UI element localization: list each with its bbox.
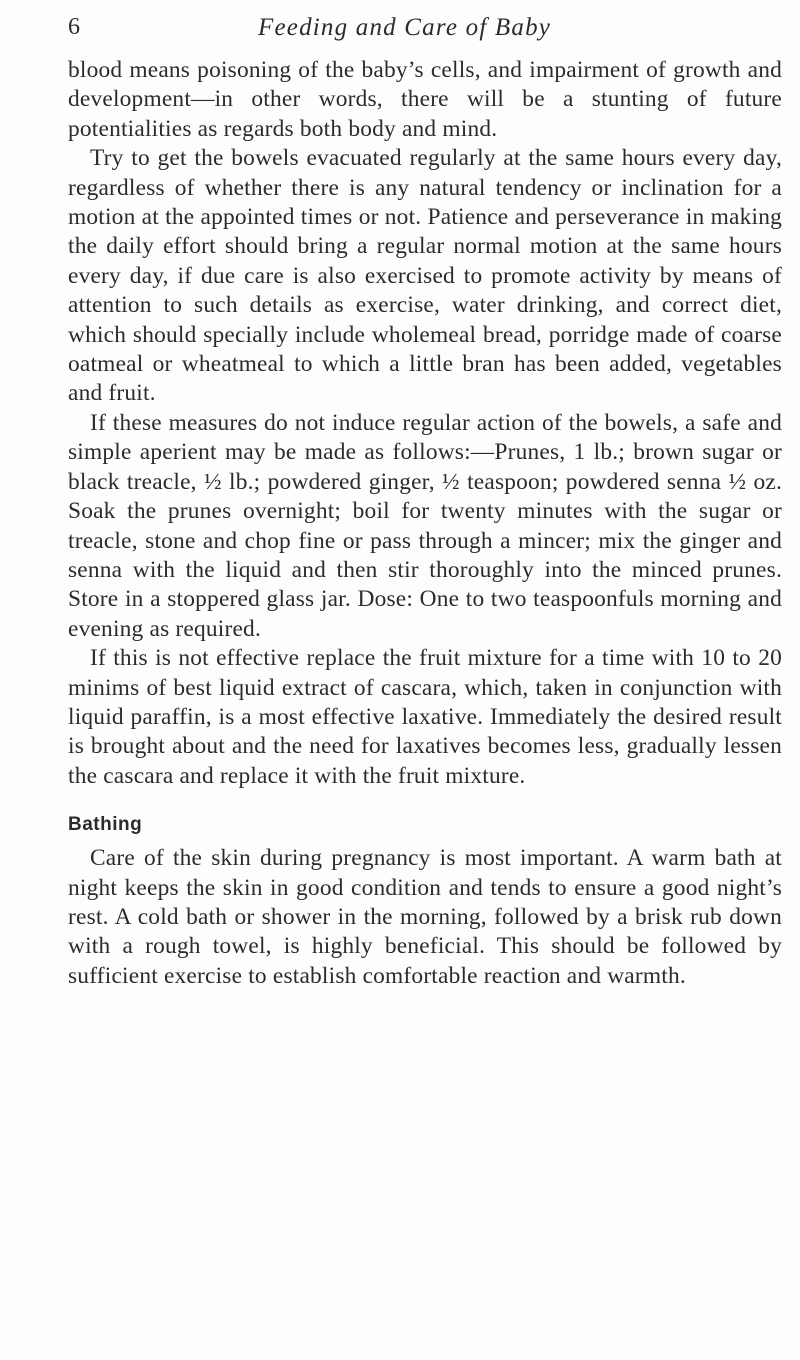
paragraph-bathing: Care of the skin during pregnancy is most important. A warm bath at night keeps the skin in good condition and tends to ensure a good night’s rest. A cold bath or shower in the morning, followed by a brisk rub down with a rough towel, is highly beneficial. This should be followed by sufficient exercise to establish comfortable reaction and warmth. xyxy=(68,845,782,989)
section-heading-bathing: Bathing xyxy=(68,814,143,836)
paragraph-blood-poisoning: blood means poisoning of the baby’s cells, and impairment of growth and development—in other words, there will be a stunting of future potentialities as regards both body and mind. xyxy=(68,57,782,142)
paragraph-bowel-regularity: Try to get the bowels evacuated regularly at the same hours every day, regardless of whether there is any natural tendency or inclination for a motion at the appointed times or not. Patience and perseverance in making the daily effort should bring a regular normal motion at the same hours every day, if due care is also exercised to promote activity by means of attention to such details as exercise, water drinking, and correct diet, which should specially include wholemeal bread, porridge made of coarse oatmeal or wheatmeal to which a little bran has been added, vegetables and fruit. xyxy=(68,145,782,407)
page-body xyxy=(68,56,782,991)
paragraph-cascara: If this is not effective replace the fruit mixture for a time with 10 to 20 minims of best liquid extract of cascara, which, taken in conjunction with liquid paraffin, is a most effective laxative. Immediately the desired result is brought about and the need for laxatives becomes less, gradually lessen the cascara and replace it with the fruit mixture. xyxy=(68,645,782,789)
paragraph-aperient-recipe: If these measures do not induce regular action of the bowels, a safe and simple aperient may be made as follows:—Prunes, 1 lb.; brown sugar or black treacle, ½ lb.; powdered ginger, ½ teaspoon; powdered senna ½ oz. Soak the prunes overnight; boil for twenty minutes with the sugar or treacle, stone and chop fine or pass through a mincer; mix the ginger and senna with the liquid and then stir thoroughly into the minced prunes. Store in a stoppered glass jar. Dose: One to two teaspoonfuls morning and evening as required. xyxy=(68,409,782,642)
page-number: 6 xyxy=(68,14,80,40)
running-title: Feeding and Care of Baby xyxy=(258,14,552,41)
page-header xyxy=(68,8,782,48)
